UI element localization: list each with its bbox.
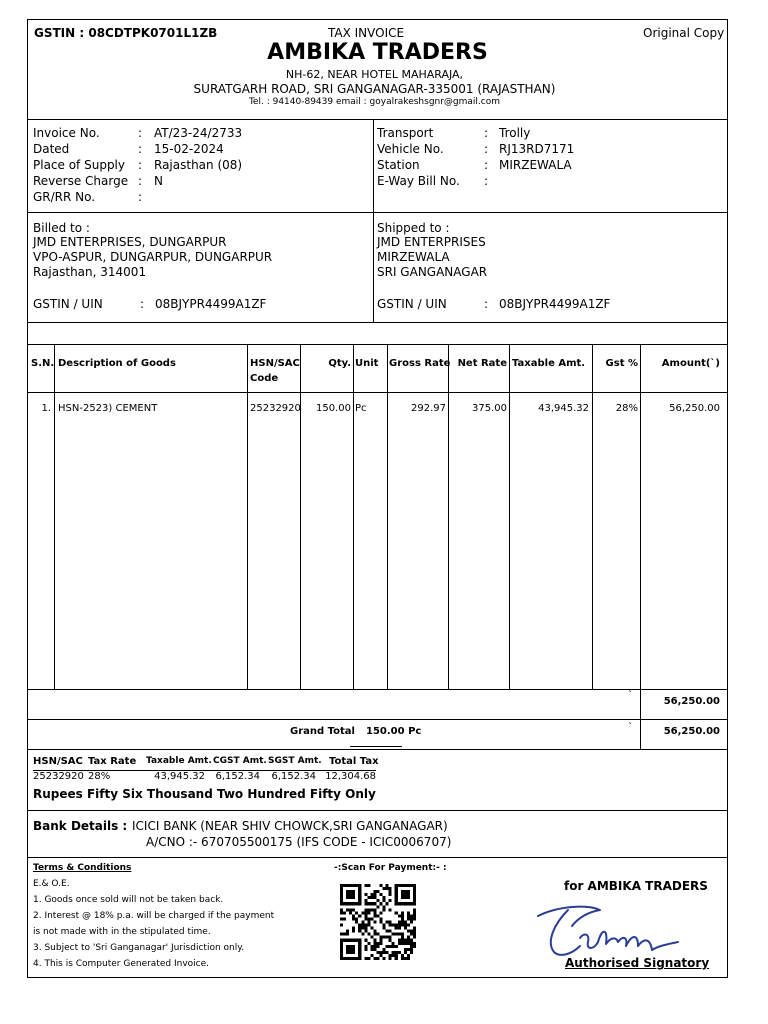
tax-row-total: 12,304.68 (325, 771, 376, 782)
tax-row-cgst: 6,152.34 (215, 771, 260, 782)
info-colon: : (138, 158, 143, 172)
grand-total-label: Grand Total (290, 726, 355, 737)
seller-gstin: GSTIN : 08CDTPK0701L1ZB (34, 26, 218, 40)
col-header-unit: Unit (355, 358, 379, 369)
info-label: GR/RR No. (33, 190, 96, 204)
invoice-page (27, 19, 728, 978)
divider (28, 212, 727, 213)
col-header-description: Description of Goods (58, 358, 176, 369)
authorised-signatory-label: Authorised Signatory (565, 956, 710, 970)
col-header-gst: Gst % (605, 358, 638, 369)
billed-address-line: Rajasthan, 314001 (33, 265, 147, 279)
info-divider (373, 119, 374, 322)
company-address-line1: NH-62, NEAR HOTEL MAHARAJA, (285, 68, 464, 81)
shipped-gstin-label: GSTIN / UIN (377, 297, 447, 311)
info-colon: : (484, 126, 489, 140)
tax-header-taxable: Taxable Amt. (146, 756, 212, 766)
terms-line: 3. Subject to 'Sri Ganganagar' Jurisdiction only. (33, 943, 245, 953)
info-label: Reverse Charge (33, 174, 129, 188)
col-header-hsn-code: Code (250, 373, 279, 384)
document-type: TAX INVOICE (328, 26, 405, 40)
info-label: Place of Supply (33, 158, 125, 172)
info-label: Vehicle No. (377, 142, 444, 156)
company-contact: Tel. : 94140-89439 email : goyalrakeshsgnr@gmail.com (248, 97, 501, 107)
tax-header-total: Total Tax (329, 756, 379, 767)
row-sn: 1. (41, 403, 51, 414)
subtotal-amount: 56,250.00 (663, 696, 720, 707)
billed-gstin-value: 08BJYPR4499A1ZF (155, 297, 267, 311)
row-gross-rate: 292.97 (411, 403, 446, 414)
subtotal-mark: ` (628, 690, 633, 701)
col-header-taxable-amt: Taxable Amt. (512, 358, 586, 369)
bank-name: ICICI BANK (NEAR SHIV CHOWCK,SRI GANGANAGAR) (132, 819, 448, 833)
divider (28, 322, 727, 323)
info-value: Trolly (499, 126, 531, 140)
col-header-sn: S.N. (31, 358, 55, 369)
shipped-address-line: MIRZEWALA (377, 250, 450, 264)
col-header-gross-rate: Gross Rate (389, 358, 451, 369)
terms-title: Terms & Conditions (33, 863, 132, 873)
billed-gstin-label: GSTIN / UIN (33, 297, 103, 311)
terms-line: 2. Interest @ 18% p.a. will be charged if the payment (33, 911, 275, 921)
info-value: MIRZEWALA (499, 158, 572, 172)
shipped-address-line: SRI GANGANAGAR (377, 265, 488, 279)
info-colon: : (484, 142, 489, 156)
col-header-hsn: HSN/SAC (250, 358, 300, 369)
info-value: N (154, 174, 163, 188)
company-name: AMBIKA TRADERS (267, 40, 488, 65)
terms-line: is not made with in the stipulated time. (33, 927, 211, 937)
amount-in-words: Rupees Fifty Six Thousand Two Hundred Fifty Only (33, 787, 376, 801)
info-colon: : (138, 174, 143, 188)
tax-row-hsn: 25232920 (33, 771, 84, 782)
info-value: Rajasthan (08) (154, 158, 243, 172)
row-hsn: 25232920 (250, 403, 301, 414)
grand-total-qty: 150.00 Pc (366, 726, 422, 737)
shipped-gstin-value: 08BJYPR4499A1ZF (499, 297, 611, 311)
billed-gstin-colon: : (140, 297, 145, 311)
row-description: HSN-2523) CEMENT (58, 403, 158, 414)
info-value: RJ13RD7171 (499, 142, 575, 156)
info-value: AT/23-24/2733 (154, 126, 243, 140)
info-colon: : (138, 142, 143, 156)
row-amount: 56,250.00 (669, 403, 720, 414)
row-taxable-amt: 43,945.32 (538, 403, 589, 414)
shipped-gstin-colon: : (484, 297, 489, 311)
shipped-to-title: Shipped to : (377, 221, 450, 235)
tax-header-sgst: SGST Amt. (268, 756, 322, 766)
divider (28, 344, 727, 345)
info-colon: : (138, 126, 143, 140)
info-colon: : (138, 190, 143, 204)
tax-row-taxable: 43,945.32 (154, 771, 205, 782)
shipped-address-line: JMD ENTERPRISES (377, 235, 486, 249)
info-label: Invoice No. (33, 126, 100, 140)
divider (28, 857, 727, 858)
info-value: 15-02-2024 (154, 142, 224, 156)
company-address-line2: SURATGARH ROAD, SRI GANGANAGAR-335001 (RAJASTHAN) (193, 82, 556, 96)
row-qty: 150.00 (316, 403, 351, 414)
col-header-qty: Qty. (328, 358, 351, 369)
terms-line: 4. This is Computer Generated Invoice. (33, 959, 209, 969)
terms-line: E.& O.E. (33, 879, 70, 889)
info-colon: : (484, 174, 489, 188)
tax-header-hsn: HSN/SAC (33, 756, 83, 767)
bank-account: A/CNO :- 670705500175 (IFS CODE - ICIC0006707) (146, 835, 452, 849)
tax-header-rate: Tax Rate (88, 756, 137, 767)
info-label: Station (377, 158, 420, 172)
terms-line: 1. Goods once sold will not be taken back. (33, 895, 224, 905)
row-gst: 28% (615, 403, 638, 414)
bank-details-label: Bank Details : (33, 819, 128, 833)
tax-row-rate: 28% (88, 771, 111, 782)
row-net-rate: 375.00 (472, 403, 507, 414)
grand-total-amount: 56,250.00 (663, 726, 720, 737)
info-colon: : (484, 158, 489, 172)
info-label: E-Way Bill No. (377, 174, 460, 188)
tax-row-sgst: 6,152.34 (271, 771, 316, 782)
signature-mark (528, 898, 688, 964)
tax-header-cgst: CGST Amt. (213, 756, 267, 766)
info-label: Dated (33, 142, 70, 156)
billed-address-line: JMD ENTERPRISES, DUNGARPUR (33, 235, 227, 249)
info-label: Transport (377, 126, 434, 140)
scan-for-payment-label: -:Scan For Payment:- : (334, 863, 447, 873)
divider (28, 810, 727, 811)
col-header-net-rate: Net Rate (457, 358, 507, 369)
payment-qr-code (340, 884, 416, 960)
divider (28, 119, 727, 120)
row-unit: Pc (355, 403, 367, 414)
col-header-amount: Amount(`) (661, 358, 720, 369)
grand-total-mark: ` (628, 722, 633, 733)
billed-address-line: VPO-ASPUR, DUNGARPUR, DUNGARPUR (33, 250, 273, 264)
copy-label: Original Copy (643, 26, 725, 40)
billed-to-title: Billed to : (33, 221, 90, 235)
for-company-label: for AMBIKA TRADERS (564, 879, 708, 893)
